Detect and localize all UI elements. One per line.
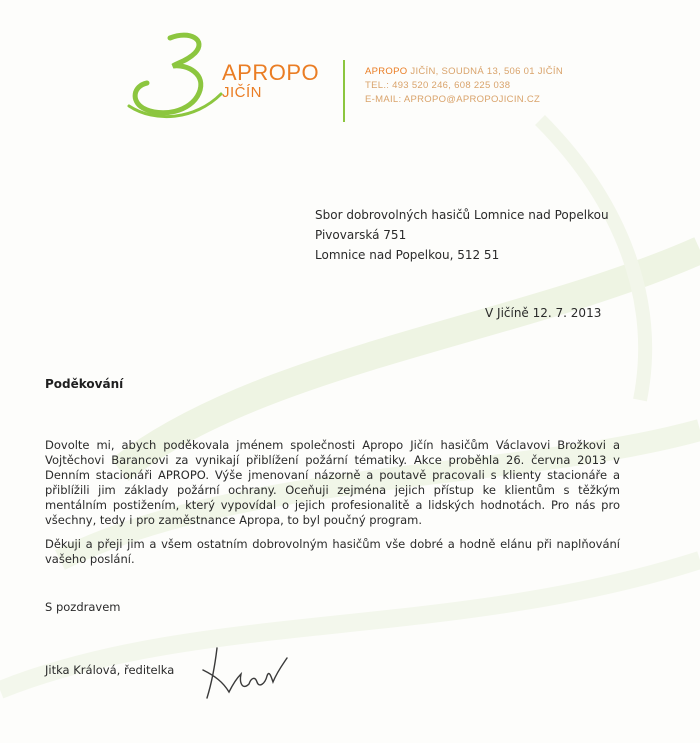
letter-date: V Jičíně 12. 7. 2013	[485, 306, 602, 320]
brand-name: APROPO	[222, 60, 320, 85]
recipient-line-2: Pivovarská 751	[315, 228, 407, 242]
body-paragraph-1: Dovolte mi, abych poděkovala jménem společnosti Apropo Jičín hasičům Václavovi Brožkovi a Vojtěchovi Barancovi za vynikají přiblížení požární tématiky. Akce proběhla 26. června 2013 v Denním stacionáři APROPO. Výše jmenovaní názorně a poutavě pracovali s klienty stacionáře a přiblížili jim základy požární ochrany. Oceňuji zejména jejich přístup ke klientům s těžkým mentálním postižením, který vypovídal o jejich profesionalitě a lidských hodnotách. Pro nás pro všechny, tedy i pro zaměstnance Apropa, to byl poučný program.	[45, 438, 620, 527]
header-divider	[343, 60, 345, 122]
letter-body	[45, 438, 620, 576]
recipient-address	[315, 205, 609, 265]
contact-block	[365, 65, 563, 107]
letter-signoff: S pozdravem	[45, 600, 121, 614]
contact-address	[365, 65, 563, 79]
contact-accent: APROPO	[365, 66, 408, 77]
signer-name: Jitka Králová, ředitelka	[45, 663, 175, 677]
letter-subject: Poděkování	[45, 377, 124, 391]
brand-city: JIČÍN	[222, 84, 262, 101]
contact-address-rest: JIČÍN, SOUDNÁ 13, 506 01 JIČÍN	[407, 66, 563, 77]
body-paragraph-2: Děkuji a přeji jim a všem ostatním dobrovolným hasičům vše dobré a hodně elánu při naplňování vašeho poslání.	[45, 537, 620, 566]
contact-phone: TEL.: 493 520 246, 608 225 038	[365, 80, 511, 91]
apropo-logo	[125, 28, 225, 128]
recipient-line-1: Sbor dobrovolných hasičů Lomnice nad Popelkou	[315, 208, 609, 222]
contact-email: E-MAIL: APROPO@APROPOJICIN.CZ	[365, 94, 541, 105]
recipient-line-3: Lomnice nad Popelkou, 512 51	[315, 248, 500, 262]
handwritten-signature	[195, 640, 295, 705]
